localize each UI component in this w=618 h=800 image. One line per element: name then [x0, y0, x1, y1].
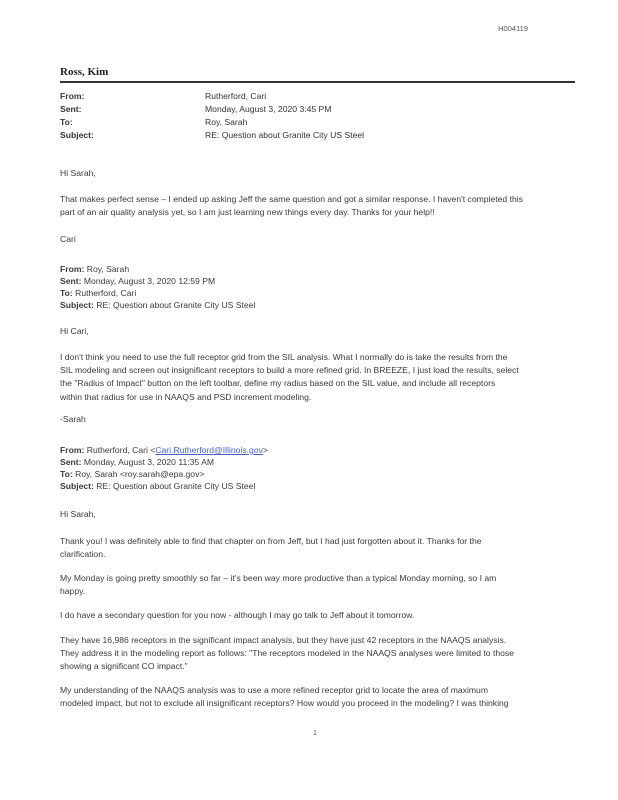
msg3-line: My Monday is going pretty smoothly so far – it's been way more productive than a typical Monday morning, so I am — [60, 573, 497, 583]
msg2-sent — [60, 276, 215, 286]
msg3-sent-value: Monday, August 3, 2020 11:35 AM — [83, 457, 214, 467]
msg1-body — [60, 193, 574, 219]
msg1-line: part of an air quality analysis yet, so I am just learning new things every day. Thanks for your help!! — [60, 207, 435, 218]
msg3-subject-value: RE: Question about Granite City US Steel — [96, 481, 256, 491]
msg3-sent — [60, 457, 214, 467]
msg2-subject — [60, 300, 255, 310]
msg3-from-email-link[interactable]: Cari.Rutherford@Illinois.gov — [155, 445, 263, 455]
header-rule — [60, 81, 575, 83]
msg3-line: They have 16,986 receptors in the significant impact analysis, but they have just 42 receptors in the NAAQS analysis. — [60, 635, 507, 645]
msg3-to-label: To: — [60, 469, 73, 479]
msg3-from-suffix: > — [262, 445, 268, 455]
msg3-paragraph-2 — [60, 572, 574, 598]
msg3-subject — [60, 481, 255, 491]
msg3-line: I do have a secondary question for you now - although I may go talk to Jeff about it tomorrow. — [60, 610, 415, 620]
msg2-from-value: Roy, Sarah — [86, 264, 130, 274]
msg1-signoff: Cari — [60, 234, 76, 244]
sent-label: Sent: — [60, 104, 82, 114]
msg3-sent-label: Sent: — [60, 457, 82, 467]
msg2-from — [60, 264, 129, 274]
document-id: H004119 — [498, 24, 528, 33]
msg2-sent-label: Sent: — [60, 276, 82, 286]
msg2-from-label: From: — [60, 264, 85, 274]
from-value: Rutherford, Cari — [205, 91, 267, 101]
msg3-line: modeled impact, but not to exclude all insignificant receptors? How would you proceed in the modeling? I was thinking — [60, 698, 509, 709]
msg2-line: I don't think you need to use the full receptor grid from the SIL analysis. What I normally do is take the results from the — [60, 352, 508, 362]
msg3-from-value: Rutherford, Cari < — [86, 445, 156, 455]
msg1-line: That makes perfect sense – I ended up asking Jeff the same question and got a similar response. I haven't completed this — [60, 194, 523, 204]
msg2-subject-value: RE: Question about Granite City US Steel — [96, 300, 256, 310]
msg2-greeting: Hi Cari, — [60, 326, 89, 336]
msg1-greeting: Hi Sarah, — [60, 168, 96, 178]
msg2-body — [60, 351, 574, 404]
msg3-greeting: Hi Sarah, — [60, 509, 96, 519]
msg3-line: clarification. — [60, 549, 106, 560]
msg2-line: SIL modeling and screen out insignificant receptors to build a more refined grid. In BREEZE, I just load the results, select — [60, 365, 519, 376]
sent-value: Monday, August 3, 2020 3:45 PM — [205, 104, 332, 114]
msg3-to — [60, 469, 204, 479]
msg3-paragraph-3 — [60, 609, 574, 622]
msg2-subject-label: Subject: — [60, 300, 94, 310]
msg3-subject-label: Subject: — [60, 481, 94, 491]
msg2-line: the "Radius of Impact" button on the left toolbar, define my radius based on the SIL value, and include all receptors — [60, 378, 496, 389]
to-value: Roy, Sarah — [205, 117, 248, 127]
msg2-to-label: To: — [60, 288, 73, 298]
msg2-to-value: Rutherford, Cari — [75, 288, 137, 298]
msg3-paragraph-4 — [60, 634, 574, 674]
from-label: From: — [60, 91, 85, 101]
msg3-from-label: From: — [60, 445, 85, 455]
msg3-line: They address it in the modeling report as follows: "The receptors modeled in the NAAQS analyses were limited to those — [60, 648, 514, 659]
msg3-line: showing a significant CO impact." — [60, 661, 188, 672]
msg3-to-value: Roy, Sarah <roy.sarah@epa.gov> — [75, 469, 205, 479]
msg2-signoff: -Sarah — [60, 414, 86, 424]
to-label: To: — [60, 117, 73, 127]
msg3-line: My understanding of the NAAQS analysis was to use a more refined receptor grid to locate the area of maximum — [60, 685, 488, 695]
msg2-line: within that radius for use in NAAQS and PSD increment modeling. — [60, 391, 312, 402]
mailbox-owner: Ross, Kim — [60, 66, 109, 78]
msg3-paragraph-5 — [60, 684, 574, 710]
msg3-from — [60, 445, 268, 455]
msg2-sent-value: Monday, August 3, 2020 12:59 PM — [83, 276, 216, 286]
msg3-line: happy. — [60, 586, 86, 597]
subject-label: Subject: — [60, 130, 94, 140]
msg3-paragraph-1 — [60, 535, 574, 561]
page-number: 1 — [313, 730, 317, 737]
msg3-line: Thank you! I was definitely able to find that chapter on from Jeff, but I had just forgotten about it. Thanks for the — [60, 536, 482, 546]
subject-value: RE: Question about Granite City US Steel — [205, 130, 365, 140]
msg2-to — [60, 288, 136, 298]
